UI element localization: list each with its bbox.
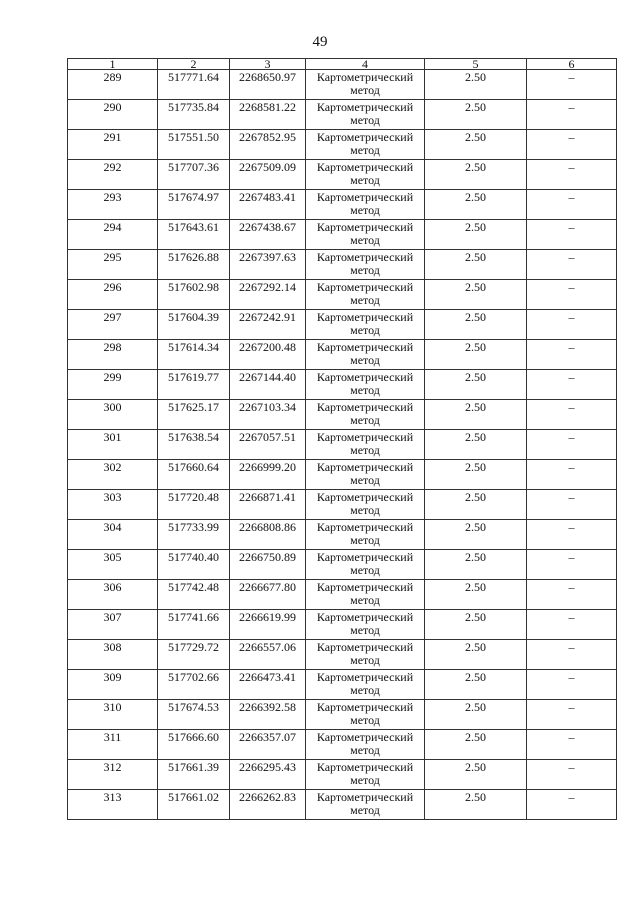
x-coordinate-cell: 517666.60	[158, 730, 230, 760]
method-line-1: Картометрический	[316, 730, 414, 744]
method-cell	[306, 790, 425, 820]
note-cell: –	[527, 190, 617, 220]
y-coordinate-cell: 2266557.06	[230, 640, 306, 670]
point-number-cell: 313	[68, 790, 158, 820]
x-coordinate-cell: 517742.48	[158, 580, 230, 610]
y-coordinate-cell: 2267483.41	[230, 190, 306, 220]
method-line-2: метод	[350, 743, 380, 757]
method-line-1: Картометрический	[316, 580, 414, 594]
method-cell	[306, 580, 425, 610]
note-cell: –	[527, 490, 617, 520]
point-number-cell: 299	[68, 370, 158, 400]
column-header-2: 2	[158, 59, 230, 70]
method-line-2: метод	[350, 653, 380, 667]
y-coordinate-cell: 2266808.86	[230, 520, 306, 550]
note-cell: –	[527, 580, 617, 610]
method-cell	[306, 250, 425, 280]
table-row	[68, 100, 617, 130]
y-coordinate-cell: 2267103.34	[230, 400, 306, 430]
method-line-2: метод	[350, 383, 380, 397]
x-coordinate-cell: 517674.53	[158, 700, 230, 730]
method-cell	[306, 670, 425, 700]
method-cell	[306, 400, 425, 430]
y-coordinate-cell: 2267509.09	[230, 160, 306, 190]
note-cell: –	[527, 700, 617, 730]
point-number-cell: 298	[68, 340, 158, 370]
y-coordinate-cell: 2266473.41	[230, 670, 306, 700]
table-row	[68, 550, 617, 580]
y-coordinate-cell: 2266619.99	[230, 610, 306, 640]
method-line-1: Картометрический	[316, 670, 414, 684]
point-number-cell: 302	[68, 460, 158, 490]
accuracy-cell: 2.50	[425, 400, 527, 430]
x-coordinate-cell: 517733.99	[158, 520, 230, 550]
point-number-cell: 309	[68, 670, 158, 700]
y-coordinate-cell: 2268650.97	[230, 70, 306, 100]
point-number-cell: 307	[68, 610, 158, 640]
y-coordinate-cell: 2266677.80	[230, 580, 306, 610]
table-row	[68, 760, 617, 790]
note-cell: –	[527, 430, 617, 460]
method-cell	[306, 760, 425, 790]
note-cell: –	[527, 340, 617, 370]
note-cell: –	[527, 130, 617, 160]
table-row	[68, 250, 617, 280]
point-number-cell: 305	[68, 550, 158, 580]
x-coordinate-cell: 517643.61	[158, 220, 230, 250]
accuracy-cell: 2.50	[425, 430, 527, 460]
accuracy-cell: 2.50	[425, 220, 527, 250]
point-number-cell: 301	[68, 430, 158, 460]
method-line-1: Картометрический	[316, 520, 414, 534]
method-line-1: Картометрический	[316, 640, 414, 654]
accuracy-cell: 2.50	[425, 160, 527, 190]
y-coordinate-cell: 2267242.91	[230, 310, 306, 340]
x-coordinate-cell: 517729.72	[158, 640, 230, 670]
table-row	[68, 730, 617, 760]
table-header-row	[68, 59, 617, 70]
note-cell: –	[527, 610, 617, 640]
note-cell: –	[527, 460, 617, 490]
method-line-2: метод	[350, 83, 380, 97]
point-number-cell: 311	[68, 730, 158, 760]
y-coordinate-cell: 2267292.14	[230, 280, 306, 310]
method-line-1: Картометрический	[316, 250, 414, 264]
method-line-1: Картометрический	[316, 400, 414, 414]
x-coordinate-cell: 517625.17	[158, 400, 230, 430]
accuracy-cell: 2.50	[425, 640, 527, 670]
x-coordinate-cell: 517661.39	[158, 760, 230, 790]
method-line-2: метод	[350, 473, 380, 487]
method-line-1: Картометрический	[316, 790, 414, 804]
note-cell: –	[527, 370, 617, 400]
method-line-1: Картометрический	[316, 430, 414, 444]
y-coordinate-cell: 2266295.43	[230, 760, 306, 790]
x-coordinate-cell: 517660.64	[158, 460, 230, 490]
accuracy-cell: 2.50	[425, 130, 527, 160]
method-cell	[306, 340, 425, 370]
method-cell	[306, 700, 425, 730]
point-number-cell: 292	[68, 160, 158, 190]
x-coordinate-cell: 517638.54	[158, 430, 230, 460]
method-cell	[306, 610, 425, 640]
x-coordinate-cell: 517720.48	[158, 490, 230, 520]
y-coordinate-cell: 2268581.22	[230, 100, 306, 130]
table-row	[68, 610, 617, 640]
method-line-1: Картометрический	[316, 370, 414, 384]
accuracy-cell: 2.50	[425, 250, 527, 280]
accuracy-cell: 2.50	[425, 70, 527, 100]
method-line-2: метод	[350, 623, 380, 637]
point-number-cell: 296	[68, 280, 158, 310]
method-line-2: метод	[350, 353, 380, 367]
table-row	[68, 220, 617, 250]
method-cell	[306, 430, 425, 460]
method-cell	[306, 160, 425, 190]
x-coordinate-cell: 517626.88	[158, 250, 230, 280]
note-cell: –	[527, 400, 617, 430]
note-cell: –	[527, 790, 617, 820]
y-coordinate-cell: 2266262.83	[230, 790, 306, 820]
accuracy-cell: 2.50	[425, 340, 527, 370]
x-coordinate-cell: 517602.98	[158, 280, 230, 310]
point-number-cell: 304	[68, 520, 158, 550]
method-line-1: Картометрический	[316, 100, 414, 114]
table-row	[68, 640, 617, 670]
method-cell	[306, 550, 425, 580]
method-line-2: метод	[350, 233, 380, 247]
method-line-2: метод	[350, 503, 380, 517]
note-cell: –	[527, 520, 617, 550]
note-cell: –	[527, 550, 617, 580]
method-cell	[306, 280, 425, 310]
point-number-cell: 308	[68, 640, 158, 670]
x-coordinate-cell: 517604.39	[158, 310, 230, 340]
table-row	[68, 160, 617, 190]
x-coordinate-cell: 517619.77	[158, 370, 230, 400]
accuracy-cell: 2.50	[425, 190, 527, 220]
accuracy-cell: 2.50	[425, 610, 527, 640]
table-row	[68, 520, 617, 550]
method-cell	[306, 490, 425, 520]
y-coordinate-cell: 2267200.48	[230, 340, 306, 370]
x-coordinate-cell: 517661.02	[158, 790, 230, 820]
accuracy-cell: 2.50	[425, 550, 527, 580]
x-coordinate-cell: 517741.66	[158, 610, 230, 640]
method-line-2: метод	[350, 593, 380, 607]
point-number-cell: 295	[68, 250, 158, 280]
point-number-cell: 297	[68, 310, 158, 340]
accuracy-cell: 2.50	[425, 490, 527, 520]
table-row	[68, 310, 617, 340]
y-coordinate-cell: 2267397.63	[230, 250, 306, 280]
x-coordinate-cell: 517740.40	[158, 550, 230, 580]
y-coordinate-cell: 2266871.41	[230, 490, 306, 520]
column-header-3: 3	[230, 59, 306, 70]
table-row	[68, 190, 617, 220]
accuracy-cell: 2.50	[425, 730, 527, 760]
y-coordinate-cell: 2266750.89	[230, 550, 306, 580]
y-coordinate-cell: 2267852.95	[230, 130, 306, 160]
method-cell	[306, 460, 425, 490]
point-number-cell: 293	[68, 190, 158, 220]
method-line-1: Картометрический	[316, 760, 414, 774]
method-line-1: Картометрический	[316, 700, 414, 714]
note-cell: –	[527, 100, 617, 130]
note-cell: –	[527, 670, 617, 700]
table-row	[68, 430, 617, 460]
method-line-2: метод	[350, 713, 380, 727]
method-cell	[306, 520, 425, 550]
method-line-1: Картометрический	[316, 310, 414, 324]
column-header-6: 6	[527, 59, 617, 70]
note-cell: –	[527, 730, 617, 760]
method-line-2: метод	[350, 563, 380, 577]
y-coordinate-cell: 2267144.40	[230, 370, 306, 400]
point-number-cell: 310	[68, 700, 158, 730]
table-row	[68, 340, 617, 370]
method-line-2: метод	[350, 143, 380, 157]
method-line-1: Картометрический	[316, 550, 414, 564]
x-coordinate-cell: 517735.84	[158, 100, 230, 130]
point-number-cell: 303	[68, 490, 158, 520]
method-cell	[306, 190, 425, 220]
method-line-1: Картометрический	[316, 70, 414, 84]
note-cell: –	[527, 70, 617, 100]
point-number-cell: 291	[68, 130, 158, 160]
note-cell: –	[527, 280, 617, 310]
page-number: 49	[312, 34, 328, 50]
accuracy-cell: 2.50	[425, 670, 527, 700]
table-row	[68, 490, 617, 520]
method-line-1: Картометрический	[316, 160, 414, 174]
y-coordinate-cell: 2267438.67	[230, 220, 306, 250]
y-coordinate-cell: 2266357.07	[230, 730, 306, 760]
method-cell	[306, 370, 425, 400]
table-row	[68, 370, 617, 400]
method-line-2: метод	[350, 533, 380, 547]
table-row	[68, 130, 617, 160]
table-row	[68, 400, 617, 430]
method-line-1: Картометрический	[316, 220, 414, 234]
x-coordinate-cell: 517674.97	[158, 190, 230, 220]
note-cell: –	[527, 760, 617, 790]
point-number-cell: 312	[68, 760, 158, 790]
method-line-2: метод	[350, 113, 380, 127]
method-cell	[306, 730, 425, 760]
method-cell	[306, 220, 425, 250]
method-line-1: Картометрический	[316, 460, 414, 474]
table-row	[68, 460, 617, 490]
method-line-1: Картометрический	[316, 280, 414, 294]
method-line-2: метод	[350, 323, 380, 337]
accuracy-cell: 2.50	[425, 460, 527, 490]
method-cell	[306, 70, 425, 100]
accuracy-cell: 2.50	[425, 700, 527, 730]
point-number-cell: 300	[68, 400, 158, 430]
note-cell: –	[527, 220, 617, 250]
coordinates-table	[67, 58, 617, 820]
accuracy-cell: 2.50	[425, 790, 527, 820]
method-line-2: метод	[350, 203, 380, 217]
column-header-4: 4	[306, 59, 425, 70]
method-line-2: метод	[350, 683, 380, 697]
x-coordinate-cell: 517771.64	[158, 70, 230, 100]
method-line-1: Картометрический	[316, 490, 414, 504]
x-coordinate-cell: 517614.34	[158, 340, 230, 370]
accuracy-cell: 2.50	[425, 580, 527, 610]
point-number-cell: 294	[68, 220, 158, 250]
accuracy-cell: 2.50	[425, 370, 527, 400]
y-coordinate-cell: 2266999.20	[230, 460, 306, 490]
note-cell: –	[527, 310, 617, 340]
x-coordinate-cell: 517551.50	[158, 130, 230, 160]
table-row	[68, 790, 617, 820]
y-coordinate-cell: 2266392.58	[230, 700, 306, 730]
column-header-5: 5	[425, 59, 527, 70]
method-line-2: метод	[350, 773, 380, 787]
note-cell: –	[527, 160, 617, 190]
accuracy-cell: 2.50	[425, 280, 527, 310]
point-number-cell: 289	[68, 70, 158, 100]
method-line-1: Картометрический	[316, 610, 414, 624]
method-line-2: метод	[350, 293, 380, 307]
accuracy-cell: 2.50	[425, 760, 527, 790]
y-coordinate-cell: 2267057.51	[230, 430, 306, 460]
method-line-2: метод	[350, 413, 380, 427]
method-line-2: метод	[350, 173, 380, 187]
method-cell	[306, 130, 425, 160]
table-row	[68, 700, 617, 730]
method-line-1: Картометрический	[316, 340, 414, 354]
column-header-1: 1	[68, 59, 158, 70]
method-line-2: метод	[350, 263, 380, 277]
accuracy-cell: 2.50	[425, 100, 527, 130]
accuracy-cell: 2.50	[425, 310, 527, 340]
method-line-2: метод	[350, 443, 380, 457]
x-coordinate-cell: 517702.66	[158, 670, 230, 700]
method-line-1: Картометрический	[316, 130, 414, 144]
table-row	[68, 70, 617, 100]
table-row	[68, 580, 617, 610]
method-cell	[306, 310, 425, 340]
method-cell	[306, 640, 425, 670]
table-body	[68, 70, 617, 820]
note-cell: –	[527, 640, 617, 670]
point-number-cell: 306	[68, 580, 158, 610]
point-number-cell: 290	[68, 100, 158, 130]
method-line-2: метод	[350, 803, 380, 817]
table-row	[68, 670, 617, 700]
note-cell: –	[527, 250, 617, 280]
accuracy-cell: 2.50	[425, 520, 527, 550]
x-coordinate-cell: 517707.36	[158, 160, 230, 190]
table-row	[68, 280, 617, 310]
method-line-1: Картометрический	[316, 190, 414, 204]
method-cell	[306, 100, 425, 130]
